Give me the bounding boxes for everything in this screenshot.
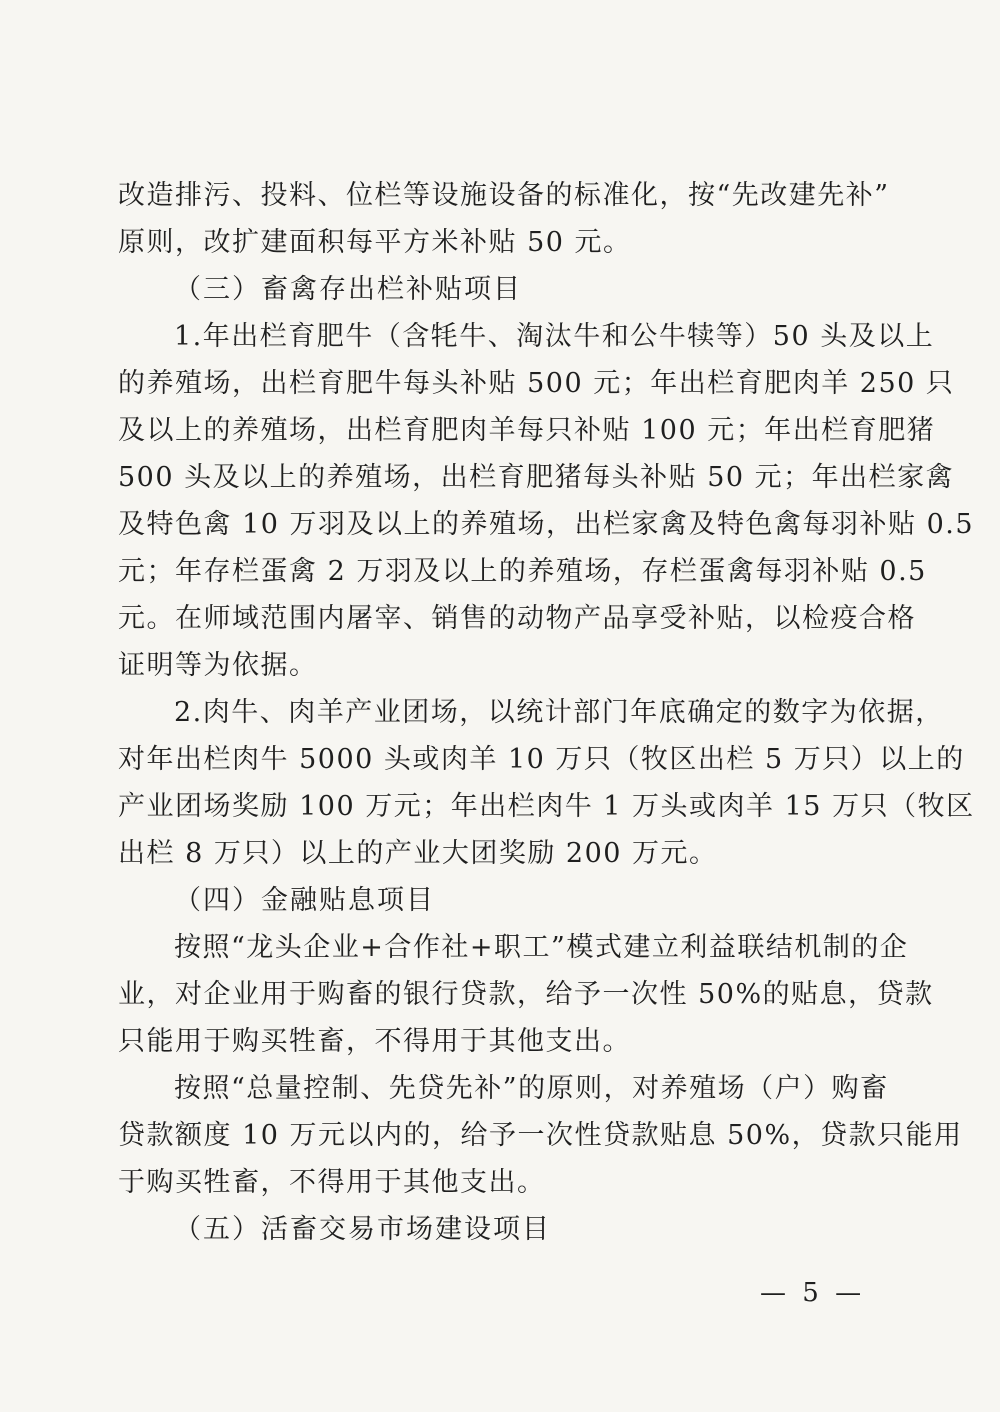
text-line: 及以上的养殖场，出栏育肥肉羊每只补贴 100 元；年出栏育肥猪	[118, 415, 936, 446]
text-line: 500 头及以上的养殖场，出栏育肥猪每头补贴 50 元；年出栏家禽	[118, 462, 955, 493]
text-line: 原则，改扩建面积每平方米补贴 50 元。	[118, 227, 632, 258]
text-line: 2.肉牛、肉羊产业团场，以统计部门年底确定的数字为依据，	[174, 697, 944, 728]
text-line: 业，对企业用于购畜的银行贷款，给予一次性 50%的贴息，贷款	[118, 979, 934, 1010]
text-line: 改造排污、投料、位栏等设施设备的标准化，按“先改建先补”	[118, 180, 890, 211]
text-line: 对年出栏肉牛 5000 头或肉羊 10 万只（牧区出栏 5 万只）以上的	[118, 744, 965, 775]
page-number: — 5 —	[760, 1278, 866, 1308]
section-heading: （四）金融贴息项目	[174, 885, 435, 916]
text-line: 按照“龙头企业+合作社+职工”模式建立利益联结机制的企	[174, 932, 909, 963]
section-heading: （三）畜禽存出栏补贴项目	[174, 274, 522, 305]
text-line: 的养殖场，出栏育肥牛每头补贴 500 元；年出栏育肥肉羊 250 只	[118, 368, 955, 399]
text-line: 及特色禽 10 万羽及以上的养殖场，出栏家禽及特色禽每羽补贴 0.5	[118, 509, 975, 540]
text-line: 于购买牲畜，不得用于其他支出。	[118, 1167, 546, 1198]
text-line: 证明等为依据。	[118, 650, 318, 681]
text-line: 产业团场奖励 100 万元；年出栏肉牛 1 万头或肉羊 15 万只（牧区	[118, 791, 975, 822]
text-line: 元。在师域范围内屠宰、销售的动物产品享受补贴，以检疫合格	[118, 603, 916, 634]
text-line: 1.年出栏育肥牛（含牦牛、淘汰牛和公牛犊等）50 头及以上	[174, 321, 935, 352]
document-body	[118, 172, 975, 1253]
text-line: 元；年存栏蛋禽 2 万羽及以上的养殖场，存栏蛋禽每羽补贴 0.5	[118, 556, 927, 587]
text-line: 按照“总量控制、先贷先补”的原则，对养殖场（户）购畜	[174, 1073, 889, 1104]
text-line: 出栏 8 万只）以上的产业大团奖励 200 万元。	[118, 838, 718, 869]
section-heading: （五）活畜交易市场建设项目	[174, 1214, 551, 1245]
text-line: 贷款额度 10 万元以内的，给予一次性贷款贴息 50%，贷款只能用	[118, 1120, 963, 1151]
text-line: 只能用于购买牲畜，不得用于其他支出。	[118, 1026, 631, 1057]
